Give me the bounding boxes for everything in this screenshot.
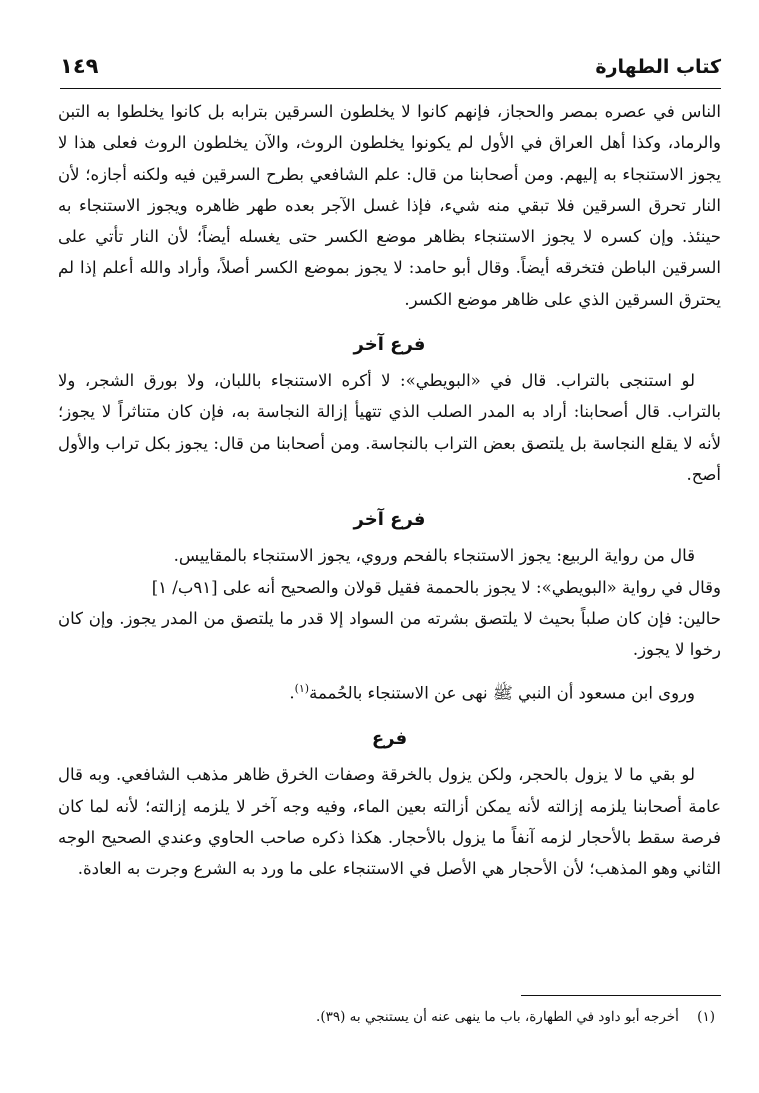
- main-text: [58, 96, 721, 884]
- chapter-title: كتاب الطهارة: [595, 56, 721, 78]
- header-rule: [60, 88, 721, 89]
- footnote-marker: (١): [294, 682, 310, 696]
- paragraph-2: لو استنجى بالتراب. قال في «البويطي»: لا أكره الاستنجاء باللبان، ولا بورق الشجر، ولا بالتراب. قال أصحابنا: أراد به المدر الصلب الذي تتهيأ إزالة النجاسة به، فإن كان متناثراً لا يجوز؛ لأنه لا يقلع النجاسة بل يلتصق بعض التراب بالنجاسة. ومن أصحابنا من قال: يجوز بكل تراب والأول أصح.: [58, 371, 721, 484]
- paragraph-4: وروى ابن مسعود أن النبي ﷺ نهى عن الاستنجاء بالحُممة$^{(١)}$.: [289, 682, 695, 703]
- section-heading-2: فرع آخر: [353, 509, 426, 531]
- paragraph-3c: حالين: فإن كان صلباً بحيث لا يلتصق بشرته من السواد إلا قدر ما يلتصق من المدر يجوز. وإن كان رخوا لا يجوز.: [58, 608, 721, 660]
- running-header: [60, 52, 721, 88]
- footnote-rule: [521, 995, 721, 996]
- footnote: [60, 1006, 715, 1028]
- footnote-number: (١): [697, 1009, 715, 1025]
- manuscript-folio-ref: [٩١ب/ ١]: [151, 577, 218, 597]
- page-number: ١٤٩: [60, 54, 99, 78]
- section-heading-1: فرع آخر: [353, 334, 426, 356]
- paragraph-5: لو بقي ما لا يزول بالحجر، ولكن يزول بالخرقة وصفات الخرق ظاهر مذهب الشافعي. وبه قال عامة أصحابنا يلزمه إزالته لأنه يمكن أزالته بعين الماء، وفيه وجه آخر لا يلزمه إزالته؛ لأنه لما كان فرصة سقط بالأحجار لزمه آنفاً ما يزول بالأحجار. هكذا ذكره صاحب الحاوي وعندي الصحيح الوجه الثاني وهو المذهب؛ لأن الأحجار هي الأصل في الاستنجاء على ما ورد به الشرع وجرت به العادة.: [58, 765, 721, 879]
- paragraph-3b-text: وقال في رواية «البويطي»: لا يجوز بالحممة فقيل قولان والصحيح أنه على: [222, 577, 721, 597]
- paragraph-3a: قال من رواية الربيع: يجوز الاستنجاء بالفحم وروي، يجوز الاستنجاء بالمقاييس.: [173, 546, 695, 566]
- paragraph-3b: [58, 572, 721, 603]
- paragraph-4-text: وروى ابن مسعود أن النبي ﷺ نهى عن الاستنجاء بالحُممة: [309, 683, 695, 703]
- footnote-text: أخرجه أبو داود في الطهارة، باب ما ينهى عنه أن يستنجي به (٣٩).: [316, 1009, 679, 1025]
- paragraph-1: الناس في عصره بمصر والحجاز، فإنهم كانوا لا يخلطون السرقين بترابه بل كانوا يخلطوا به التبن والرماد، وكذا أهل العراق في الأول لم يكونوا يخلطون الروث، والآن يخلطون الروث فعلى هذا لا يجوز الاستنجاء به إليهم. ومن أصحابنا من قال: علم الشافعي بطرح السرقين فيه ولكنه أجازه؛ لأن النار تحرق السرقين فلا تبقي منه شيء، فإذا غسل الآجر بعده طهر ظاهره ويجوز الاستنجاء به حينئذ. وإن كسره لا يجوز الاستنجاء بظاهر موضع الكسر حتى يغسله أيضاً؛ لأن النار تأتي على السرقين الباطن فتخرقه أيضاً. وقال أبو حامد: لا يجوز بموضع الكسر أصلاً، وأراد والله أعلم إذا لم يحترق السرقين الذي على ظاهر موضع الكسر.: [58, 102, 721, 309]
- section-heading-3: فرع: [371, 728, 408, 750]
